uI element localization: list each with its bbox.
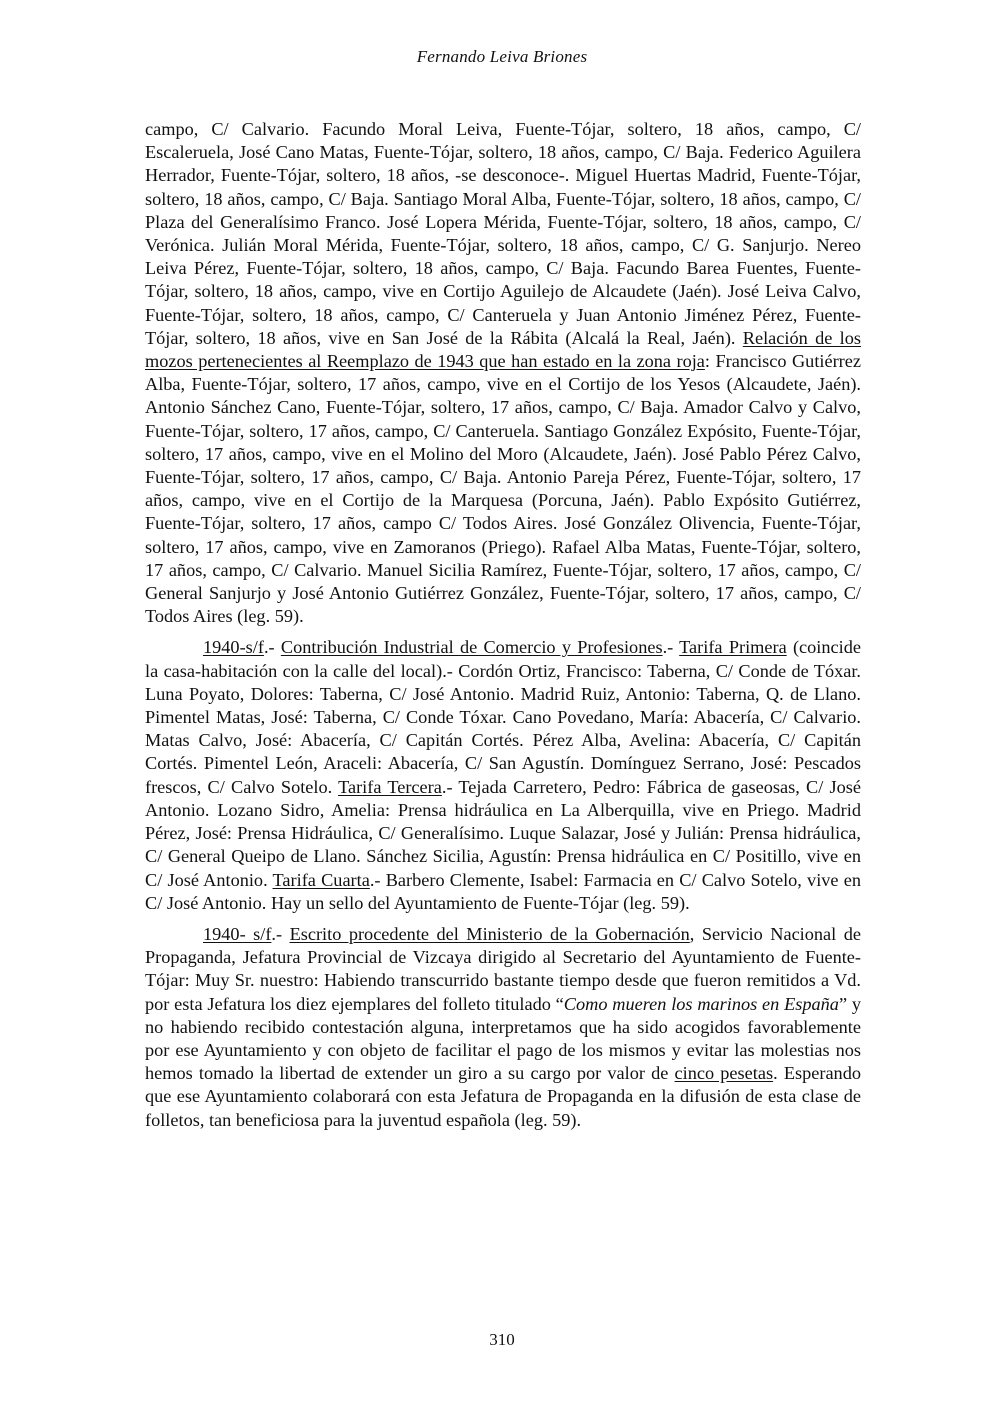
separator: .- — [271, 923, 290, 944]
text-run: . Esperando que ese Ayuntamiento colaborará con esta Jefatura de Propaganda en la difusión de esta clase de folletos, tan beneficiosa para la juventud española (leg. 59). — [145, 1063, 861, 1130]
booklet-title: Como mueren los marinos en España — [563, 993, 839, 1014]
text-run: ” y no habiendo recibido contestación alguna, interpretamos que ha sido acogidos favorablemente por ese Ayuntamiento y con objeto de facilitar el pago de los mismos y evitar las molestias nos hemos tomado la libertad de extender un giro a su cargo por valor de — [145, 993, 862, 1084]
text-run: , Servicio Nacional de Propaganda, Jefatura Provincial de Vizcaya dirigido al Secretario del Ayuntamiento de Fuente-Tójar: Muy Sr. nuestro: Habiendo transcurrido bastante tiempo desde que fueron remitidos a Vd. por esta Jefatura los diez ejemplares del folleto titulado “ — [145, 923, 861, 1014]
paragraph-contribucion — [145, 636, 861, 914]
text-run: (coincide la casa-habitación con la calle del local).- Cordón Ortiz, Francisco: Taberna, C/ Conde de Tóxar. Luna Poyato, Dolores: Taberna, C/ José Antonio. Madrid Ruiz, Antonio: Taberna, Q. de Llano. Pimentel Matas, José: Taberna, C/ Conde Tóxar. Cano Povedano, María: Abacería, C/ Calvario. Matas Calvo, José: Abacería, C/ Capitán Cortés. Pérez Alba, Avelina: Abacería, C/ Capitán Cortés. Pimentel León, Araceli: Abacería, C/ San Agustín. Domínguez Serrano, José: Pescados frescos, C/ Calvo Sotelo. — [145, 637, 861, 797]
text-run: .- Tejada Carretero, Pedro: Fábrica de gaseosas, C/ José Antonio. Lozano Sidro, Amelia: Prensa hidráulica en La Alberquilla, vive en Priego. Madrid Pérez, José: Prensa Hidráulica, C/ Generalísimo. Luque Salazar, José y Julián: Prensa hidráulica, C/ General Queipo de Llano. Sánchez Sicilia, Agustín: Prensa hidráulica en C/ Positillo, vive en C/ José Antonio. — [145, 776, 862, 890]
tarifa-heading: Tarifa Tercera — [338, 776, 442, 797]
underlined-heading: Relación de los mozos pertenecientes al Reemplazo de 1943 que han estado en la zona roja — [145, 327, 861, 372]
separator: .- — [662, 637, 680, 658]
amount: cinco pesetas — [674, 1063, 774, 1084]
separator: .- — [263, 637, 281, 658]
page-number: 310 — [489, 1330, 515, 1349]
text-run: campo, C/ Calvario. Facundo Moral Leiva, Fuente-Tójar, soltero, 18 años, campo, C/ Escaleruela, José Cano Matas, Fuente-Tójar, soltero, 18 años, campo, C/ Baja. Federico Aguilera Herrador, Fuente-Tójar, soltero, 18 años, -se desconoce-. Miguel Huertas Madrid, Fuente-Tójar, soltero, 18 años, campo, C/ Baja. Santiago Moral Alba, Fuente-Tójar, soltero, 18 años, campo, C/ Plaza del Generalísimo Franco. José Lopera Mérida, Fuente-Tójar, soltero, 18 años, campo, C/ Verónica. Julián Moral Mérida, Fuente-Tójar, soltero, 18 años, campo, C/ G. Sanjurjo. Nereo Leiva Pérez, Fuente-Tójar, soltero, 18 años, campo, C/ Baja. Facundo Barea Fuentes, Fuente-Tójar, soltero, 18 años, campo, vive en Cortijo Aguilejo de Alcaudete (Jaén). José Leiva Calvo, Fuente-Tójar, soltero, 18 años, campo, C/ Canteruela y Juan Antonio Jiménez Pérez, Fuente-Tójar, soltero, 18 años, vive en San José de la Rábita (Alcalá la Real, Jaén). — [145, 119, 861, 348]
entry-date: 1940- s/f — [203, 923, 272, 944]
tarifa-heading: Tarifa Primera — [679, 637, 787, 658]
entry-title: Contribución Industrial de Comercio y Profesiones — [280, 637, 663, 658]
text-run: .- Barbero Clemente, Isabel: Farmacia en C/ Calvo Sotelo, vive en C/ José Antonio. Hay un sello del Ayuntamiento de Fuente-Tójar (leg. 59). — [145, 869, 861, 913]
body-text — [145, 118, 861, 1140]
entry-date: 1940-s/f — [203, 637, 264, 658]
paragraph-escrito — [145, 923, 861, 1132]
running-header: Fernando Leiva Briones — [416, 47, 588, 66]
text-run: : Francisco Gutiérrez Alba, Fuente-Tójar, soltero, 17 años, campo, vive en el Cortijo de los Yesos (Alcaudete, Jaén). Antonio Sánchez Cano, Fuente-Tójar, soltero, 17 años, campo, C/ Baja. Amador Calvo y Calvo, Fuente-Tójar, soltero, 17 años, campo, C/ Canteruela. Santiago González Expósito, Fuente-Tójar, soltero, 17 años, campo, vive en el Molino del Moro (Alcaudete, Jaén). José Pablo Pérez Calvo, Fuente-Tójar, soltero, 17 años, campo, C/ Baja. Antonio Pareja Pérez, Fuente-Tójar, soltero, 17 años, campo, vive en el Cortijo de la Marquesa (Porcuna, Jaén). Pablo Expósito Gutiérrez, Fuente-Tójar, soltero, 17 años, campo C/ Todos Aires. José González Olivencia, Fuente-Tójar, soltero, 17 años, campo, vive en Zamoranos (Priego). Rafael Alba Matas, Fuente-Tójar, soltero, 17 años, campo, C/ Calvario. Manuel Sicilia Ramírez, Fuente-Tójar, soltero, 17 años, campo, C/ General Sanjurjo y José Antonio Gutiérrez González, Fuente-Tójar, soltero, 17 años, campo, C/ Todos Aires (leg. 59). — [145, 351, 861, 627]
entry-title: Escrito procedente del Ministerio de la Gobernación — [289, 923, 690, 944]
tarifa-heading: Tarifa Cuarta — [272, 869, 370, 890]
paragraph-conscripts — [145, 118, 861, 628]
